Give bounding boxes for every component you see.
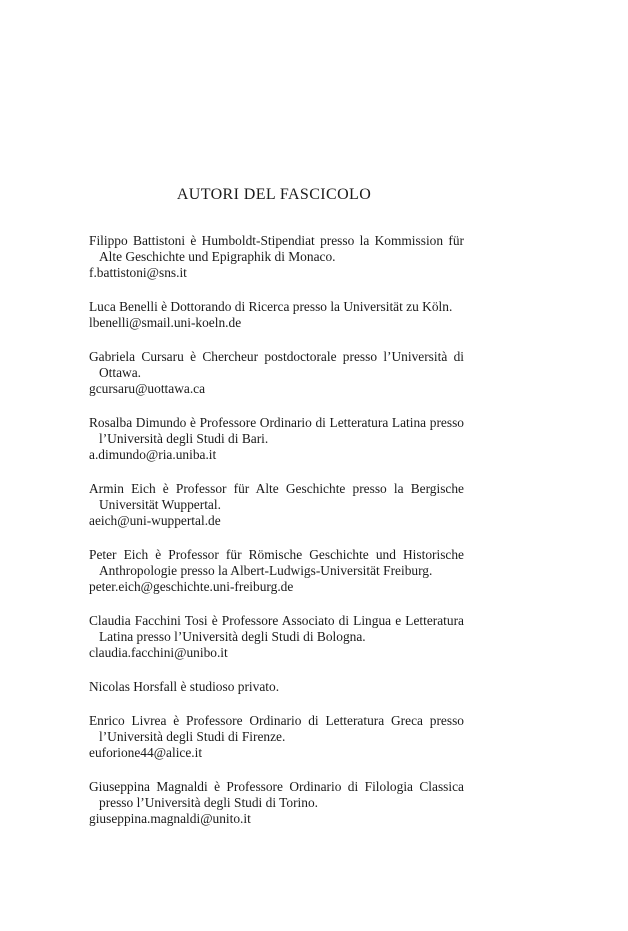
author-email: peter.eich@geschichte.uni-freiburg.de	[89, 579, 294, 594]
author-email: f.battistoni@sns.it	[89, 265, 187, 280]
page-title: AUTORI DEL FASCICOLO	[176, 186, 372, 203]
author-entry	[89, 547, 464, 595]
author-entry	[89, 299, 464, 331]
author-entry	[89, 713, 464, 761]
author-email: lbenelli@smail.uni-koeln.de	[89, 315, 242, 330]
author-entry	[89, 415, 464, 463]
author-email: aeich@uni-wuppertal.de	[89, 513, 221, 528]
author-entry	[89, 349, 464, 397]
author-entry	[89, 779, 464, 827]
author-description: Claudia Facchini Tosi è Professore Associato di Lingua e Letteratura Latina presso l’Università degli Studi di Bologna.	[89, 613, 464, 644]
author-entry	[89, 613, 464, 661]
author-description: Gabriela Cursaru è Chercheur postdoctorale presso l’Università di Ottawa.	[89, 349, 464, 380]
author-entry	[89, 233, 464, 281]
author-email: claudia.facchini@unibo.it	[89, 645, 228, 660]
author-email: a.dimundo@ria.uniba.it	[89, 447, 217, 462]
author-description: Filippo Battistoni è Humboldt-Stipendiat presso la Kommission für Alte Geschichte und Epigraphik di Monaco.	[89, 233, 464, 264]
author-entry	[89, 679, 464, 695]
author-email: gcursaru@uottawa.ca	[89, 381, 206, 396]
author-description: Enrico Livrea è Professore Ordinario di Letteratura Greca presso l’Università degli Studi di Firenze.	[89, 713, 464, 744]
author-description: Luca Benelli è Dottorando di Ricerca presso la Universität zu Köln.	[89, 299, 453, 314]
author-description: Rosalba Dimundo è Professore Ordinario di Letteratura Latina presso l’Università degli Studi di Bari.	[89, 415, 464, 446]
author-entry	[89, 481, 464, 529]
author-email: euforione44@alice.it	[89, 745, 203, 760]
author-description: Nicolas Horsfall è studioso privato.	[89, 679, 280, 694]
author-description: Peter Eich è Professor für Römische Geschichte und Historische Anthropologie presso la Albert-Ludwigs-Universität Freiburg.	[89, 547, 464, 578]
author-email: giuseppina.magnaldi@unito.it	[89, 811, 251, 826]
author-description: Armin Eich è Professor für Alte Geschichte presso la Bergische Universität Wuppertal.	[89, 481, 464, 512]
author-description: Giuseppina Magnaldi è Professore Ordinario di Filologia Classica presso l’Università degli Studi di Torino.	[89, 779, 464, 810]
author-list	[89, 233, 464, 845]
